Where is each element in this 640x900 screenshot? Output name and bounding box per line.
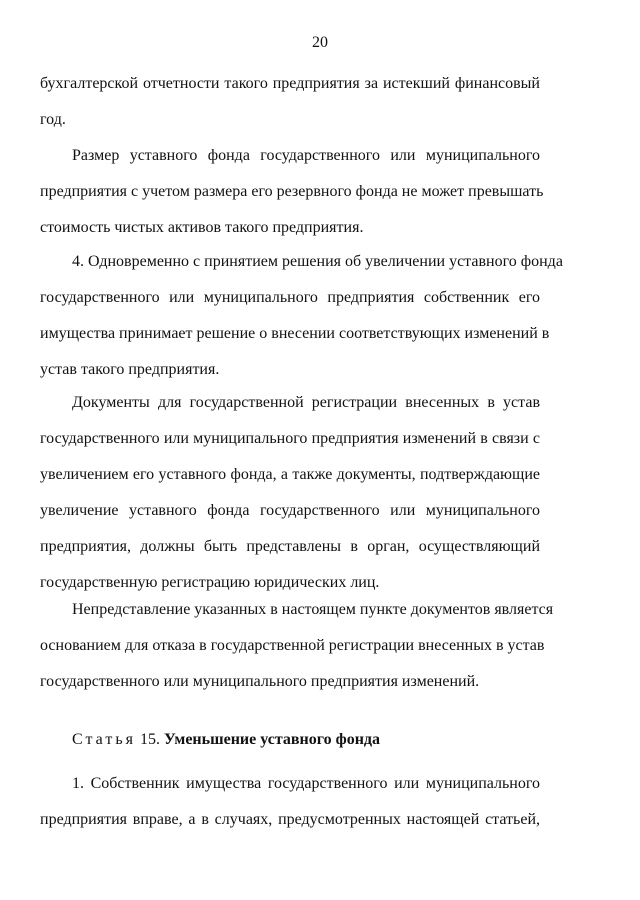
article-title: Уменьшение уставного фонда (163, 731, 381, 748)
paragraph-continuation (40, 66, 540, 138)
article-label: Статья (72, 731, 136, 748)
paragraph-fund-size (40, 138, 544, 246)
text-line: имущества принимает решение о внесении соответствующих изменений в (40, 325, 550, 342)
text-line: предприятия вправе, а в случаях, предусмотренных настоящей статьей, (40, 811, 540, 828)
text-line: устав такого предприятия. (40, 361, 220, 378)
paragraph-item-4 (40, 244, 563, 388)
article-heading-line (40, 722, 540, 758)
text-line: Документы для государственной регистрации внесенных в устав (72, 394, 540, 411)
page-number: 20 (312, 34, 328, 51)
article-number: 15. (139, 731, 160, 748)
text-line: предприятия, должны быть представлены в орган, осуществляющий (40, 538, 540, 555)
text-line: Размер уставного фонда государственного или муниципального (72, 147, 540, 164)
text-line: государственного или муниципального предприятия собственник его (40, 289, 540, 306)
text-line: 1. Собственник имущества государственного или муниципального (72, 775, 540, 792)
text-line: основанием для отказа в государственной регистрации внесенных в устав (40, 637, 545, 654)
text-line: предприятия с учетом размера его резервного фонда не может превышать (40, 183, 544, 200)
paragraph-non-submission (40, 592, 554, 700)
text-line: увеличением его уставного фонда, а также документы, подтверждающие (40, 466, 540, 483)
text-line: бухгалтерской отчетности такого предприятия за истекший финансовый (40, 75, 540, 92)
text-line: Непредставление указанных в настоящем пункте документов является (72, 601, 554, 618)
article-heading (40, 722, 540, 758)
text-line: 4. Одновременно с принятием решения об увеличении уставного фонда (72, 253, 563, 270)
text-line: стоимость чистых активов такого предприятия. (40, 219, 364, 236)
text-line: год. (40, 111, 66, 128)
text-line: государственного или муниципального предприятия изменений в связи с (40, 430, 540, 447)
text-line: государственного или муниципального предприятия изменений. (40, 673, 480, 690)
paragraph-article-item-1 (40, 766, 540, 838)
text-line: увеличение уставного фонда государственного или муниципального (40, 502, 540, 519)
paragraph-registration-documents (40, 385, 540, 601)
text-line: государственную регистрацию юридических лиц. (40, 574, 380, 591)
